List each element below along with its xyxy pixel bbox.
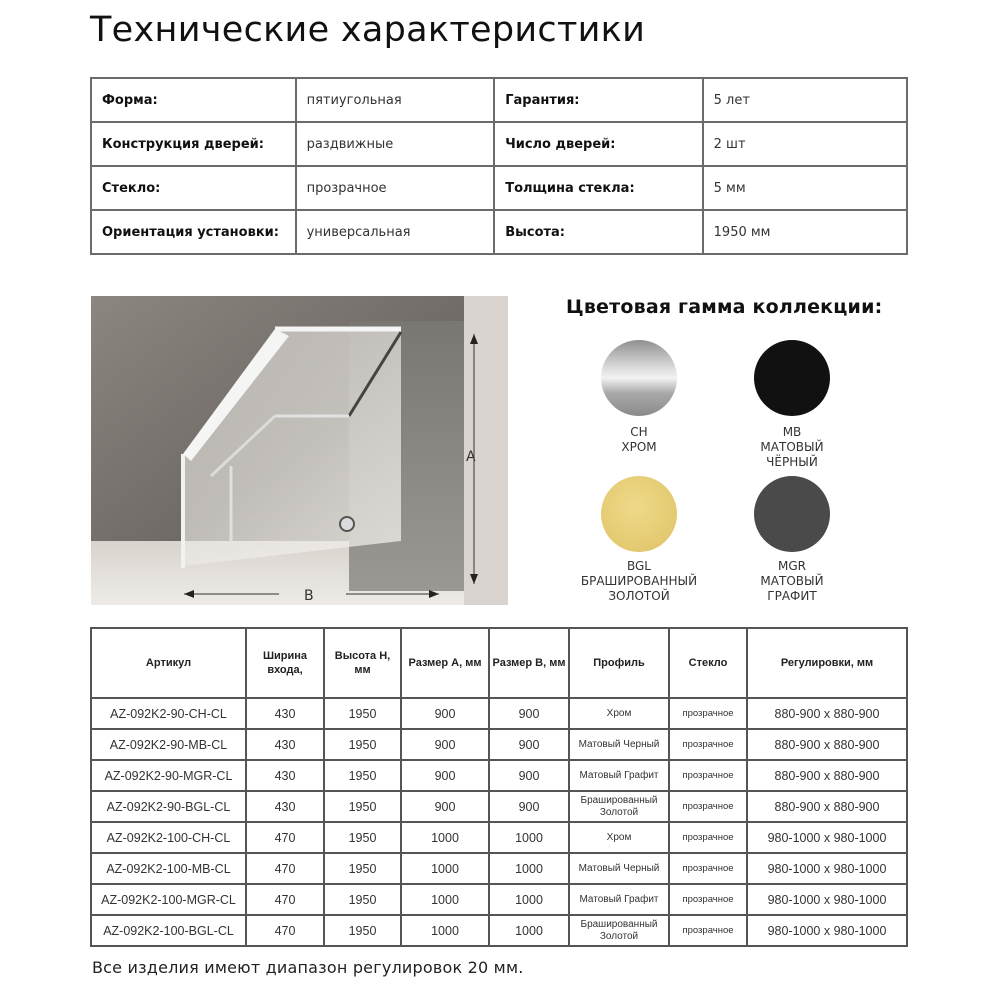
color-name: ГРАФИТ xyxy=(767,589,817,603)
size-b-cell: 1000 xyxy=(489,915,569,946)
adjust-cell: 980-1000 x 980-1000 xyxy=(747,822,907,853)
spec-value: 1950 мм xyxy=(703,210,907,254)
profile-cell: Брашированный Золотой xyxy=(569,915,669,946)
table-row xyxy=(91,853,907,884)
sku-cell: AZ-092K2-90-MB-CL xyxy=(91,729,246,760)
glass-cell: прозрачное xyxy=(669,760,747,791)
spec-table xyxy=(90,77,908,255)
page-title: Технические характеристики xyxy=(90,10,646,50)
sku-cell: AZ-092K2-90-CH-CL xyxy=(91,698,246,729)
spec-label: Ориентация установки: xyxy=(91,210,296,254)
width-cell: 430 xyxy=(246,791,324,822)
width-cell: 470 xyxy=(246,822,324,853)
sku-cell: AZ-092K2-100-CH-CL xyxy=(91,822,246,853)
column-header: Высота H, мм xyxy=(324,628,401,698)
column-header: Размер A, мм xyxy=(401,628,489,698)
glass-cell: прозрачное xyxy=(669,915,747,946)
height-cell: 1950 xyxy=(324,853,401,884)
table-row xyxy=(91,822,907,853)
spec-value: пятиугольная xyxy=(296,78,495,122)
glass-cell: прозрачное xyxy=(669,884,747,915)
swatch-label-matte-black xyxy=(707,425,877,470)
profile-cell: Хром xyxy=(569,698,669,729)
glass-cell: прозрачное xyxy=(669,853,747,884)
shower-enclosure-diagram xyxy=(91,296,508,605)
profile-cell: Матовый Черный xyxy=(569,729,669,760)
sku-cell: AZ-092K2-90-BGL-CL xyxy=(91,791,246,822)
spec-row xyxy=(91,210,907,254)
spec-label: Конструкция дверей: xyxy=(91,122,296,166)
profile-cell: Матовый Черный xyxy=(569,853,669,884)
adjust-cell: 880-900 x 880-900 xyxy=(747,760,907,791)
adjust-cell: 980-1000 x 980-1000 xyxy=(747,853,907,884)
width-cell: 430 xyxy=(246,729,324,760)
color-name: ХРОМ xyxy=(621,440,657,454)
table-row xyxy=(91,760,907,791)
spec-value: универсальная xyxy=(296,210,495,254)
size-a-cell: 1000 xyxy=(401,822,489,853)
spec-row xyxy=(91,122,907,166)
swatch-label-chrome xyxy=(554,425,724,455)
adjust-cell: 880-900 x 880-900 xyxy=(747,791,907,822)
size-b-cell: 900 xyxy=(489,791,569,822)
height-cell: 1950 xyxy=(324,884,401,915)
dimension-a-label: A xyxy=(466,449,476,465)
glass-cell: прозрачное xyxy=(669,791,747,822)
color-name: ЗОЛОТОЙ xyxy=(608,589,670,603)
color-name: ЧЁРНЫЙ xyxy=(766,455,818,469)
size-b-cell: 900 xyxy=(489,729,569,760)
color-code: MGR xyxy=(778,559,806,573)
column-header: Артикул xyxy=(91,628,246,698)
column-header: Ширина входа, xyxy=(246,628,324,698)
spec-value: раздвижные xyxy=(296,122,495,166)
size-a-cell: 900 xyxy=(401,698,489,729)
glass-cell: прозрачное xyxy=(669,822,747,853)
size-a-cell: 1000 xyxy=(401,915,489,946)
spec-row xyxy=(91,166,907,210)
adjust-cell: 980-1000 x 980-1000 xyxy=(747,884,907,915)
width-cell: 470 xyxy=(246,884,324,915)
dimension-b-label: B xyxy=(304,588,314,604)
color-code: MB xyxy=(782,425,802,439)
height-cell: 1950 xyxy=(324,698,401,729)
size-b-cell: 1000 xyxy=(489,853,569,884)
spec-label: Стекло: xyxy=(91,166,296,210)
size-a-cell: 1000 xyxy=(401,853,489,884)
width-cell: 430 xyxy=(246,698,324,729)
spec-label: Толщина стекла: xyxy=(494,166,702,210)
color-code: BGL xyxy=(626,559,651,573)
adjust-cell: 880-900 x 880-900 xyxy=(747,729,907,760)
spec-row xyxy=(91,78,907,122)
spec-value: 5 мм xyxy=(703,166,907,210)
spec-label: Форма: xyxy=(91,78,296,122)
profile-cell: Матовый Графит xyxy=(569,760,669,791)
table-row xyxy=(91,791,907,822)
width-cell: 430 xyxy=(246,760,324,791)
size-a-cell: 900 xyxy=(401,729,489,760)
spec-label: Высота: xyxy=(494,210,702,254)
swatch-label-brushed-gold xyxy=(554,559,724,604)
swatch-matte-black xyxy=(754,340,830,416)
color-name: МАТОВЫЙ xyxy=(760,574,824,588)
sku-cell: AZ-092K2-90-MGR-CL xyxy=(91,760,246,791)
swatch-matte-graphite xyxy=(754,476,830,552)
swatch-label-matte-graphite xyxy=(707,559,877,604)
size-b-cell: 1000 xyxy=(489,822,569,853)
column-header: Профиль xyxy=(569,628,669,698)
size-b-cell: 900 xyxy=(489,698,569,729)
adjust-cell: 880-900 x 880-900 xyxy=(747,698,907,729)
swatch-chrome xyxy=(601,340,677,416)
height-cell: 1950 xyxy=(324,822,401,853)
width-cell: 470 xyxy=(246,915,324,946)
color-code: CH xyxy=(630,425,648,439)
size-a-cell: 900 xyxy=(401,760,489,791)
table-row xyxy=(91,729,907,760)
table-header-row xyxy=(91,628,907,698)
spec-label: Число дверей: xyxy=(494,122,702,166)
spec-value: 2 шт xyxy=(703,122,907,166)
swatch-brushed-gold xyxy=(601,476,677,552)
sku-cell: AZ-092K2-100-MGR-CL xyxy=(91,884,246,915)
color-range-title: Цветовая гамма коллекции: xyxy=(566,296,883,318)
size-a-cell: 900 xyxy=(401,791,489,822)
table-row xyxy=(91,915,907,946)
spec-label: Гарантия: xyxy=(494,78,702,122)
spec-value: 5 лет xyxy=(703,78,907,122)
footer-note: Все изделия имеют диапазон регулировок 20 мм. xyxy=(92,958,524,977)
size-b-cell: 900 xyxy=(489,760,569,791)
product-table xyxy=(90,627,908,947)
column-header: Стекло xyxy=(669,628,747,698)
adjust-cell: 980-1000 x 980-1000 xyxy=(747,915,907,946)
profile-cell: Матовый Графит xyxy=(569,884,669,915)
height-cell: 1950 xyxy=(324,915,401,946)
profile-cell: Брашированный Золотой xyxy=(569,791,669,822)
height-cell: 1950 xyxy=(324,729,401,760)
table-row xyxy=(91,884,907,915)
size-a-cell: 1000 xyxy=(401,884,489,915)
height-cell: 1950 xyxy=(324,791,401,822)
column-header: Регулировки, мм xyxy=(747,628,907,698)
height-cell: 1950 xyxy=(324,760,401,791)
profile-cell: Хром xyxy=(569,822,669,853)
table-row xyxy=(91,698,907,729)
shower-diagram-illustration xyxy=(91,296,508,605)
sku-cell: AZ-092K2-100-BGL-CL xyxy=(91,915,246,946)
width-cell: 470 xyxy=(246,853,324,884)
color-name: БРАШИРОВАННЫЙ xyxy=(580,574,698,588)
spec-value: прозрачное xyxy=(296,166,495,210)
glass-cell: прозрачное xyxy=(669,698,747,729)
color-name: МАТОВЫЙ xyxy=(760,440,824,454)
size-b-cell: 1000 xyxy=(489,884,569,915)
sku-cell: AZ-092K2-100-MB-CL xyxy=(91,853,246,884)
glass-cell: прозрачное xyxy=(669,729,747,760)
column-header: Размер B, мм xyxy=(489,628,569,698)
